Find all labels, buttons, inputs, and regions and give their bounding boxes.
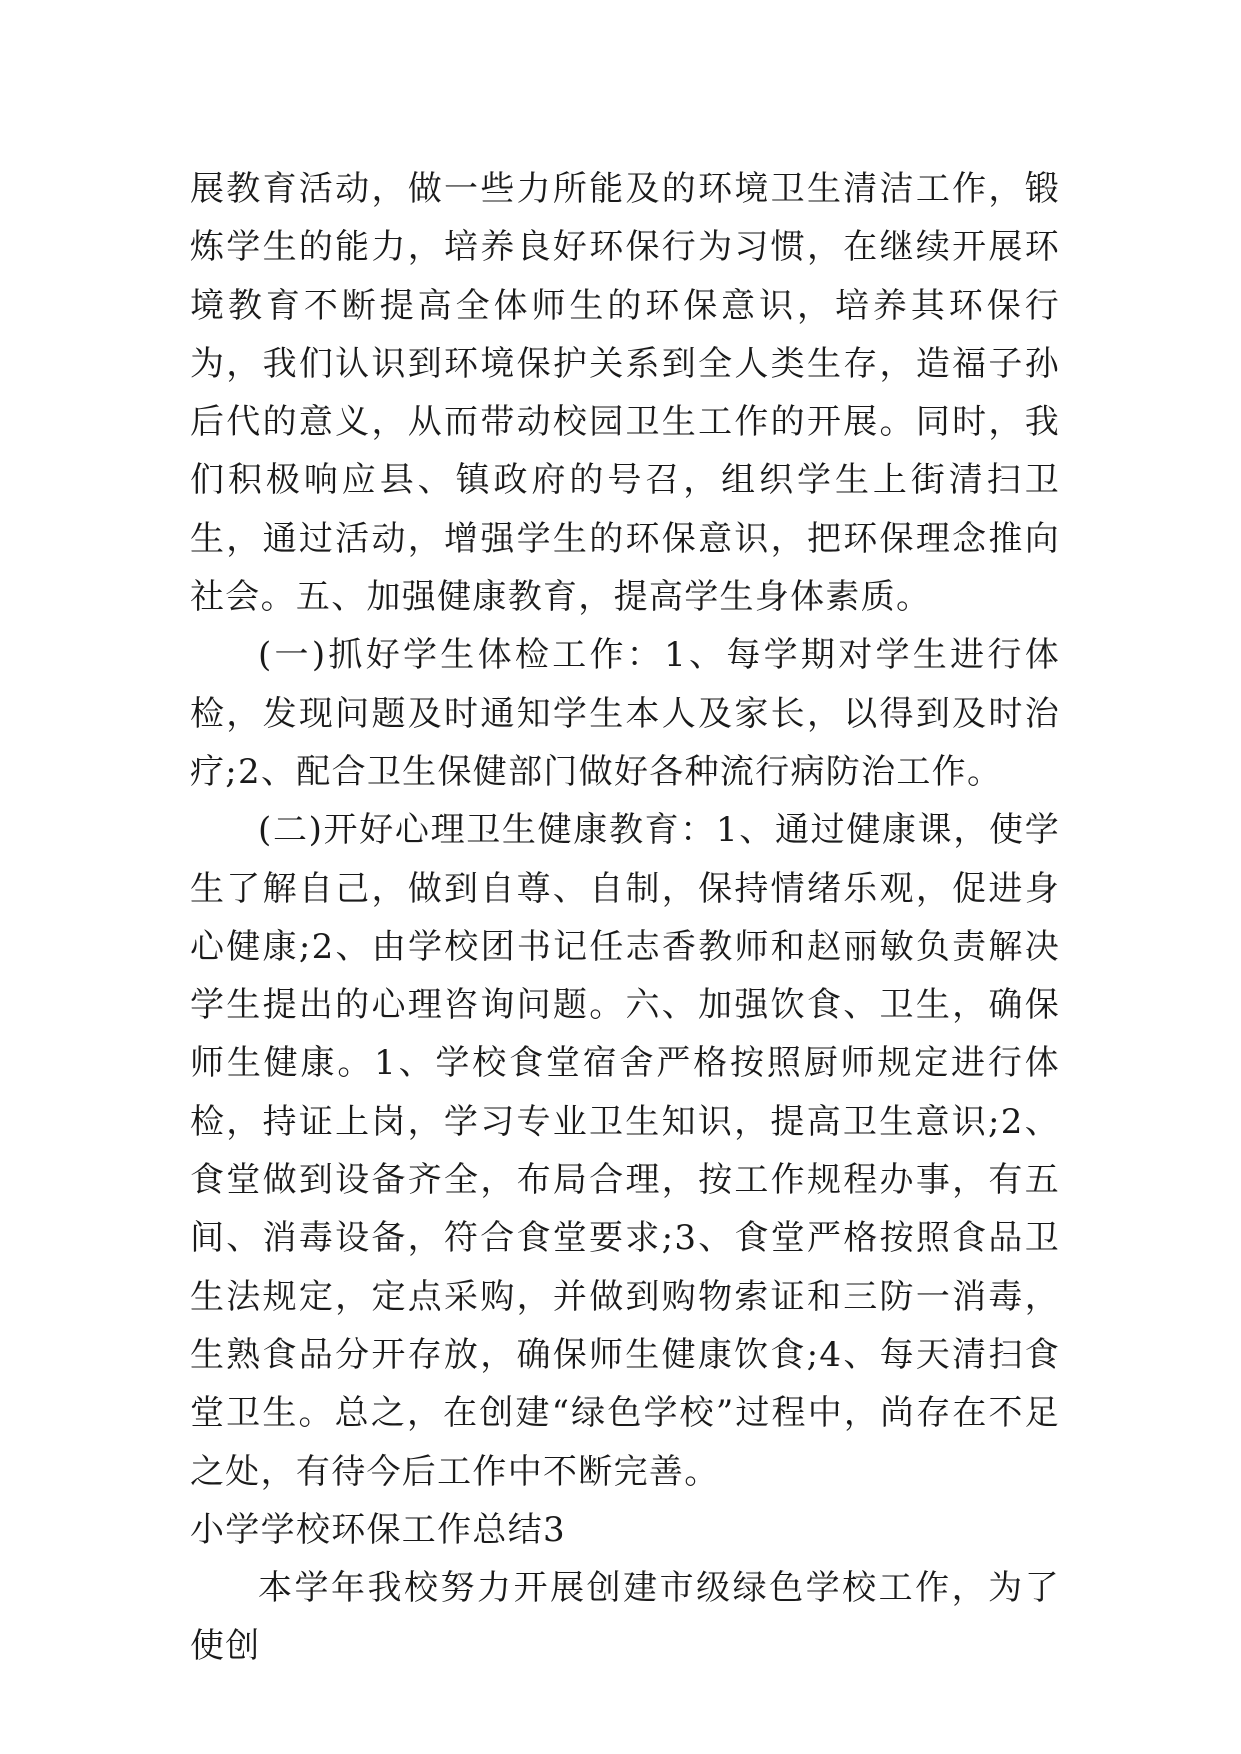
paragraph-new-section: 本学年我校努力开展创建市级绿色学校工作，为了使创 [190,1568,1060,1667]
paragraph-mental-health: (二)开好心理卫生健康教育：1、通过健康课，使学生了解自己，做到自尊、自制，保持情绪乐观，促进身心健康;2、由学校团书记任志香教师和赵丽敏负责解决学生提出的心理咨询问题。六、加强饮食、卫生，确保师生健康。1、学校食堂宿舍严格按照厨师规定进行体检，持证上岗，学习专业卫生知识，提高卫生意识;2、食堂做到设备齐全，布局合理，按工作规程办事，有五间、消毒设备，符合食堂要求;3、食堂严格按照食品卫生法规定，定点采购，并做到购物索证和三防一消毒，生熟食品分开存放，确保师生健康饮食;4、每天清扫食堂卫生。总之，在创建“绿色学校”过程中，尚存在不足之处，有待今后工作中不断完善。 [190,810,1060,1492]
paragraph-health-checkup: (一)抓好学生体检工作：1、每学期对学生进行体检，发现问题及时通知学生本人及家长，以得到及时治疗;2、配合卫生保健部门做好各种流行病防治工作。 [190,635,1060,792]
document-body [190,160,1060,1676]
section-heading: 小学学校环保工作总结3 [190,1509,566,1550]
paragraph-continued: 展教育活动，做一些力所能及的环境卫生清洁工作，锻炼学生的能力，培养良好环保行为习惯，在继续开展环境教育不断提高全体师生的环保意识，培养其环保行为，我们认识到环境保护关系到全人类生存，造福子孙后代的意义，从而带动校园卫生工作的开展。同时，我们积极响应县、镇政府的号召，组织学生上街清扫卫生，通过活动，增强学生的环保意识，把环保理念推向社会。五、加强健康教育，提高学生身体素质。 [190,169,1060,618]
